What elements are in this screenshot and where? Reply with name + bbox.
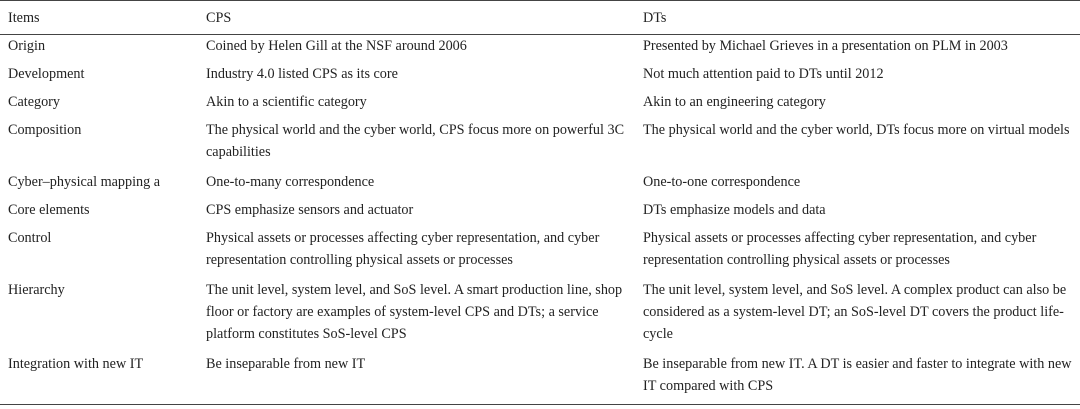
dts-cell: Presented by Michael Grieves in a presentation on PLM in 2003 bbox=[643, 38, 1008, 54]
table-row bbox=[0, 279, 1080, 353]
cps-cell: Be inseparable from new IT bbox=[198, 353, 635, 405]
cps-cell: One-to-many correspondence bbox=[206, 173, 375, 190]
cps-cell: Physical assets or processes affecting cyber representation, and cyber representation controlling physical assets or processes bbox=[206, 229, 600, 268]
row-item-control: Control bbox=[8, 229, 52, 246]
dts-cell: Not much attention paid to DTs until 2012 bbox=[643, 65, 884, 82]
dts-cell: One-to-one correspondence bbox=[643, 173, 801, 190]
cps-cell: Coined by Helen Gill at the NSF around 2006 bbox=[206, 38, 467, 54]
dts-cell: The unit level, system level, and SoS level. A complex product can also be considered as a system-level DT; an SoS-level DT covers the product life-cycle bbox=[643, 281, 1067, 342]
table-row bbox=[0, 227, 1080, 279]
dts-cell: Be inseparable from new IT. A DT is easier and faster to integrate with new IT compared with CPS bbox=[635, 353, 1080, 405]
table-row bbox=[0, 171, 1080, 199]
cps-cell: The physical world and the cyber world, CPS focus more on powerful 3C capabilities bbox=[206, 121, 625, 160]
table-body bbox=[0, 35, 1080, 405]
header-cps: CPS bbox=[198, 1, 635, 35]
row-item-development: Development bbox=[8, 65, 85, 82]
table-row bbox=[0, 199, 1080, 227]
header-items: Items bbox=[0, 1, 198, 35]
dts-cell: DTs emphasize models and data bbox=[643, 201, 826, 218]
dts-cell: Akin to an engineering category bbox=[643, 93, 826, 110]
row-item-core-elements: Core elements bbox=[8, 201, 90, 218]
row-item-cyber-physical-mapping: Cyber–physical mapping a bbox=[8, 173, 161, 190]
row-item-category: Category bbox=[8, 93, 61, 110]
dts-cell: Physical assets or processes affecting cyber representation, and cyber representation controlling physical assets or processes bbox=[643, 229, 1037, 268]
row-item-hierarchy: Hierarchy bbox=[8, 281, 65, 298]
header-row bbox=[0, 1, 1080, 35]
table-row bbox=[0, 63, 1080, 91]
table-header bbox=[0, 1, 1080, 35]
table-row bbox=[0, 91, 1080, 119]
table-row bbox=[0, 353, 1080, 405]
cps-cell: Akin to a scientific category bbox=[206, 93, 367, 110]
dts-cell: The physical world and the cyber world, DTs focus more on virtual models bbox=[643, 121, 1070, 138]
cps-cell: Industry 4.0 listed CPS as its core bbox=[206, 65, 398, 82]
header-dts: DTs bbox=[635, 1, 1080, 35]
row-item-composition: Composition bbox=[8, 121, 82, 138]
table-row bbox=[0, 119, 1080, 171]
cps-cell: CPS emphasize sensors and actuator bbox=[206, 201, 414, 218]
cps-cell: The unit level, system level, and SoS level. A smart production line, shop floor or factory are examples of system-level CPS and DTs; a service platform constitutes SoS-level CPS bbox=[206, 281, 623, 342]
row-item-integration: Integration with new IT bbox=[0, 353, 198, 405]
row-item-origin: Origin bbox=[8, 38, 46, 54]
table-row bbox=[0, 35, 1080, 63]
